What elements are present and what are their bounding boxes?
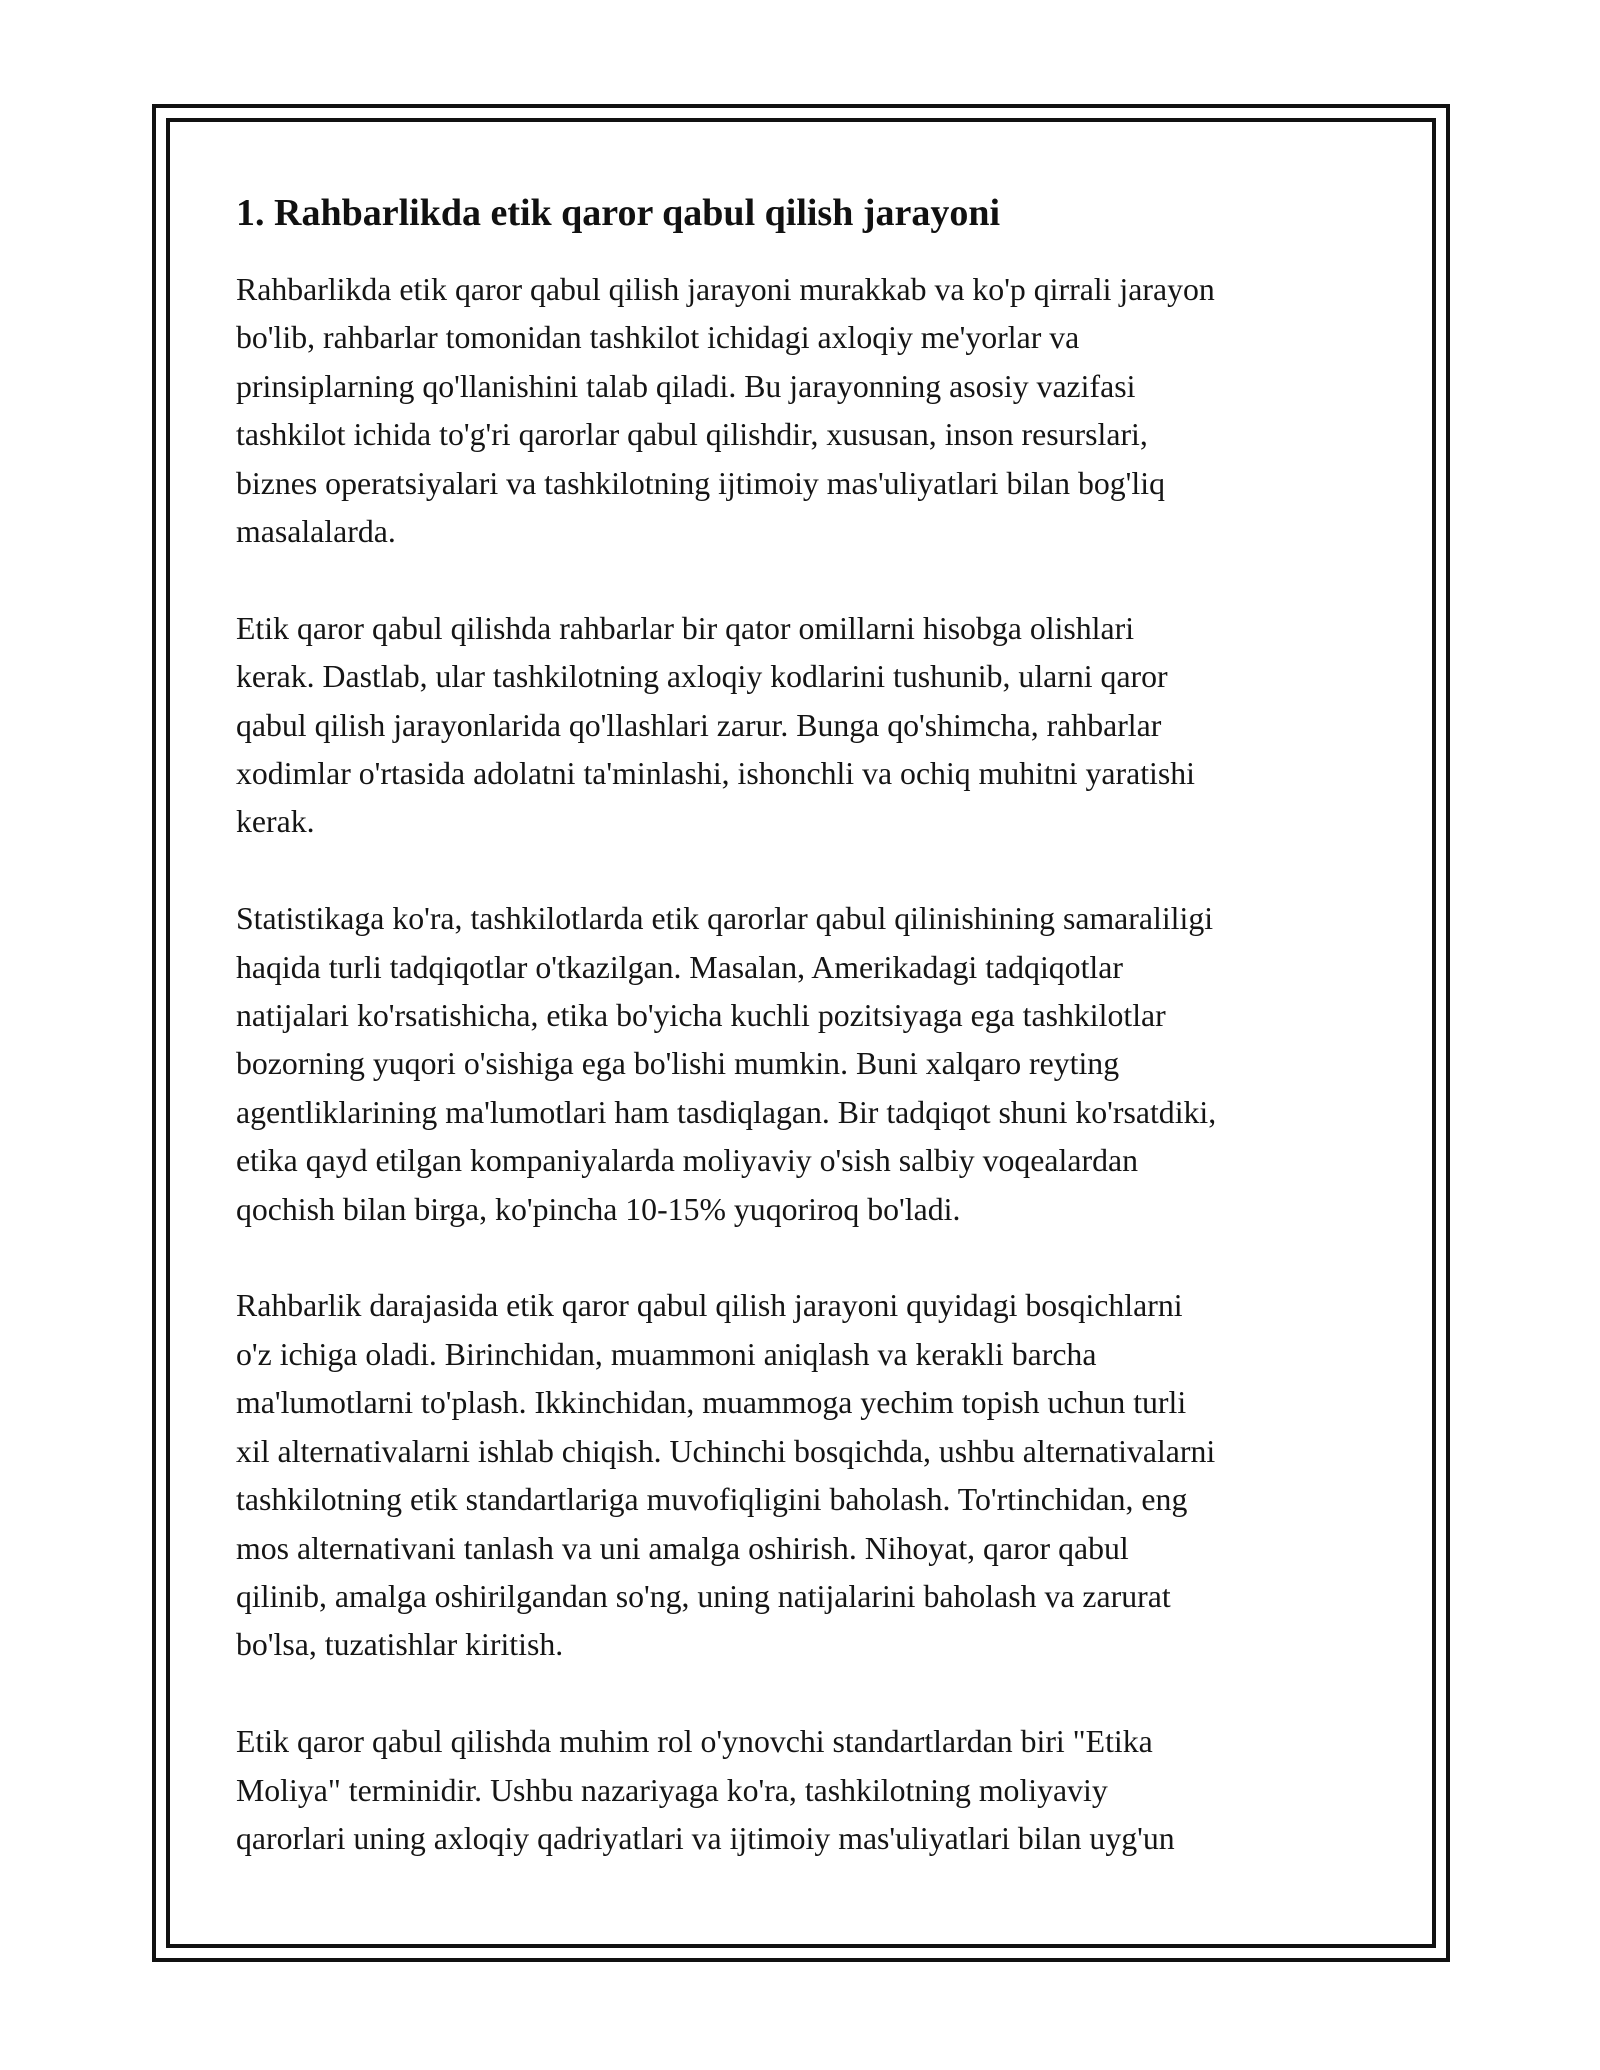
paragraph-2: Etik qaror qabul qilishda rahbarlar bir qator omillarni hisobga olishlari kerak. Dastlab, ular tashkilotning axloqiy kodlarini tushunib, ularni qaror qabul qilish jarayonlarida qo'llashlari zarur. Bunga qo'shimcha, rahbarlar xodimlar o'rtasida adolatni ta'minlashi, ishonchli va ochiq muhitni yaratishi kerak.: [236, 610, 1195, 840]
section-heading: 1. Rahbarlikda etik qaror qabul qilish jarayoni: [236, 192, 1001, 234]
paragraph-1: Rahbarlikda etik qaror qabul qilish jarayoni murakkab va ko'p qirrali jarayon bo'lib, rahbarlar tomonidan tashkilot ichidagi axloqiy me'yorlar va prinsiplarning qo'llanishini talab qiladi. Bu jarayonning asosiy vazifasi tashkilot ichida to'g'ri qarorlar qabul qilishdir, xususan, inson resurslari, biznes operatsiyalari va tashkilotning ijtimoiy mas'uliyatlari bilan bog'liq masalalarda.: [236, 272, 1215, 550]
document-body: [236, 186, 1386, 1912]
paragraph-5: Etik qaror qabul qilishda muhim rol o'ynovchi standartlardan biri "Etika Moliya" terminidir. Ushbu nazariyaga ko'ra, tashkilotning moliyaviy qarorlari uning axloqiy qadriyatlari va ijtimoiy mas'uliyatlari bilan uyg'un: [236, 1724, 1175, 1856]
paragraph-4: Rahbarlik darajasida etik qaror qabul qilish jarayoni quyidagi bosqichlarni o'z ichiga oladi. Birinchidan, muammoni aniqlash va kerakli barcha ma'lumotlarni to'plash. Ikkinchidan, muammoga yechim topish uchun turli xil alternativalarni ishlab chiqish. Uchinchi bosqichda, ushbu alternativalarni tashkilotning etik standartlariga muvofiqligini baholash. To'rtinchidan, eng mos alternativani tanlash va uni amalga oshirish. Nihoyat, qaror qabul qilinib, amalga oshirilgandan so'ng, uning natijalarini baholash va zarurat bo'lsa, tuzatishlar kiritish.: [236, 1288, 1216, 1663]
paragraph-3: Statistikaga ko'ra, tashkilotlarda etik qarorlar qabul qilinishining samaraliligi haqida turli tadqiqotlar o'tkazilgan. Masalan, Amerikadagi tadqiqotlar natijalari ko'rsatishicha, etika bo'yicha kuchli pozitsiyaga ega tashkilotlar bozorning yuqori o'sishiga ega bo'lishi mumkin. Buni xalqaro reyting agentliklarining ma'lumotlari ham tasdiqlagan. Bir tadqiqot shuni ko'rsatdiki, etika qayd etilgan kompaniyalarda moliyaviy o'sish salbiy voqealardan qochish bilan birga, ko'pincha 10-15% yuqoriroq bo'ladi.: [236, 901, 1217, 1227]
